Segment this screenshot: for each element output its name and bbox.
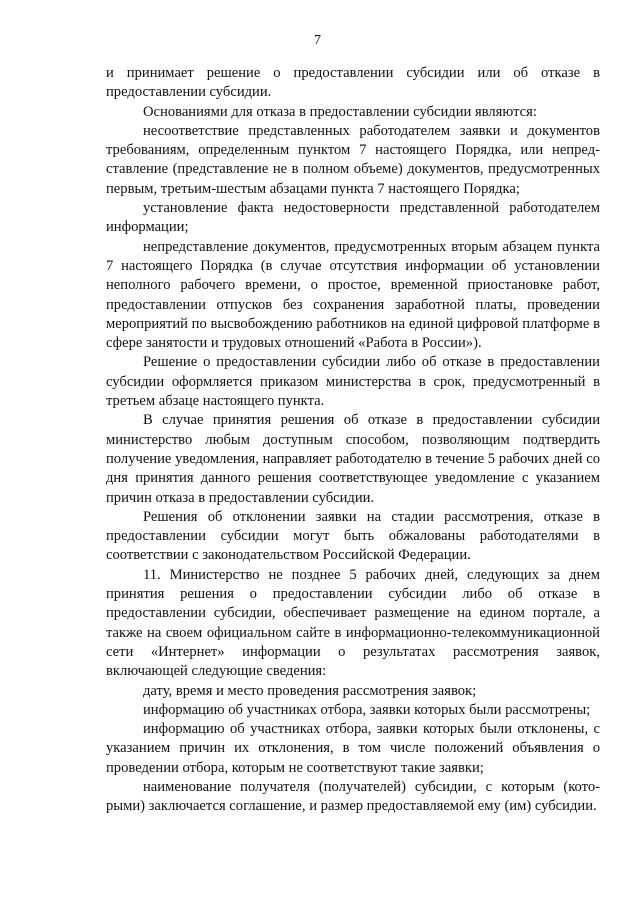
paragraph-continuation: и принимает решение о предоставлении субсидии или об отказе в предоставлении субсидии. <box>106 65 600 101</box>
paragraph-ground-missing-documents: непредставление документов, предусмотренных вторым абзацем пункта 7 настоящего Порядка (в случае отсутствия информации об установлении неполного рабочего времени, о простое, временной приостановке работ, предоставлении отпусков без сохранения заработной платы, проведении мероприятий по высвобождению работников на единой цифровой платформе в сфере занятости и трудовых отношений «Работа в России»). <box>106 238 600 352</box>
paragraph-ground-nonconformity: несоответствие представленных работодателем заявки и документов требованиям, определенным пунктом 7 настоящего Порядка, или непредставление (представление не в полном объеме) документов, предусмотренных первым, третьим-шестым абзацами пункта 7 настоящего Порядка; <box>106 122 600 197</box>
paragraph-reviewed-participants: информацию об участниках отбора, заявки которых были рассмотрены; <box>143 701 591 718</box>
paragraph-decision-order: Решение о предоставлении субсидии либо об отказе в предоставлении субсидии оформляется приказом министерства в срок, предусмотренный в третьем абзаце настоящего пункта. <box>106 354 600 410</box>
paragraph-recipient-name: наименование получателя (получателей) субсидии, с которым (которыми) заключается соглашение, и размер предоставляемой ему (им) субсидии. <box>106 778 600 815</box>
paragraph-refusal-notification: В случае принятия решения об отказе в предоставлении субсидии министерство любым доступным способом, позволяющим подтвердить получение уведомления, направляет работодателю в течение 5 рабочих дней со дня принятия данного решения соответствующее уведомление с указанием причин отказа в предоставлении субсидии. <box>106 412 600 506</box>
paragraph-rejected-participants: информацию об участниках отбора, заявки которых были отклонены, с указанием причин их отклонения, в том числе положений объявления о проведении отбора, которым не соответствуют такие заявки; <box>106 721 600 776</box>
page-number: 7 <box>314 33 321 48</box>
paragraph-appeal: Решения об отклонении заявки на стадии рассмотрения, отказе в предоставлении субсидии могут быть обжалованы работодателями в соответствии с законодательством Российской Федерации. <box>106 508 600 564</box>
paragraph-ground-unreliable-info: установление факта недостоверности представленной работодателем информации; <box>106 200 600 236</box>
paragraph-item-11: 11. Министерство не позднее 5 рабочих дней, следующих за днем принятия решения о предоставлении субсидии либо об отказе в предоставлении субсидии, обеспечивает размещение на едином портале, а также на своем официальном сайте в информационно-телекоммуникационной сети «Интернет» информации о результатах рассмотрения заявок, включающей следующие сведения: <box>106 566 600 680</box>
paragraph-refusal-grounds-intro: Основаниями для отказа в предоставлении субсидии являются: <box>143 103 537 120</box>
paragraph-review-date: дату, время и место проведения рассмотрения заявок; <box>143 682 477 699</box>
document-body <box>106 64 600 817</box>
